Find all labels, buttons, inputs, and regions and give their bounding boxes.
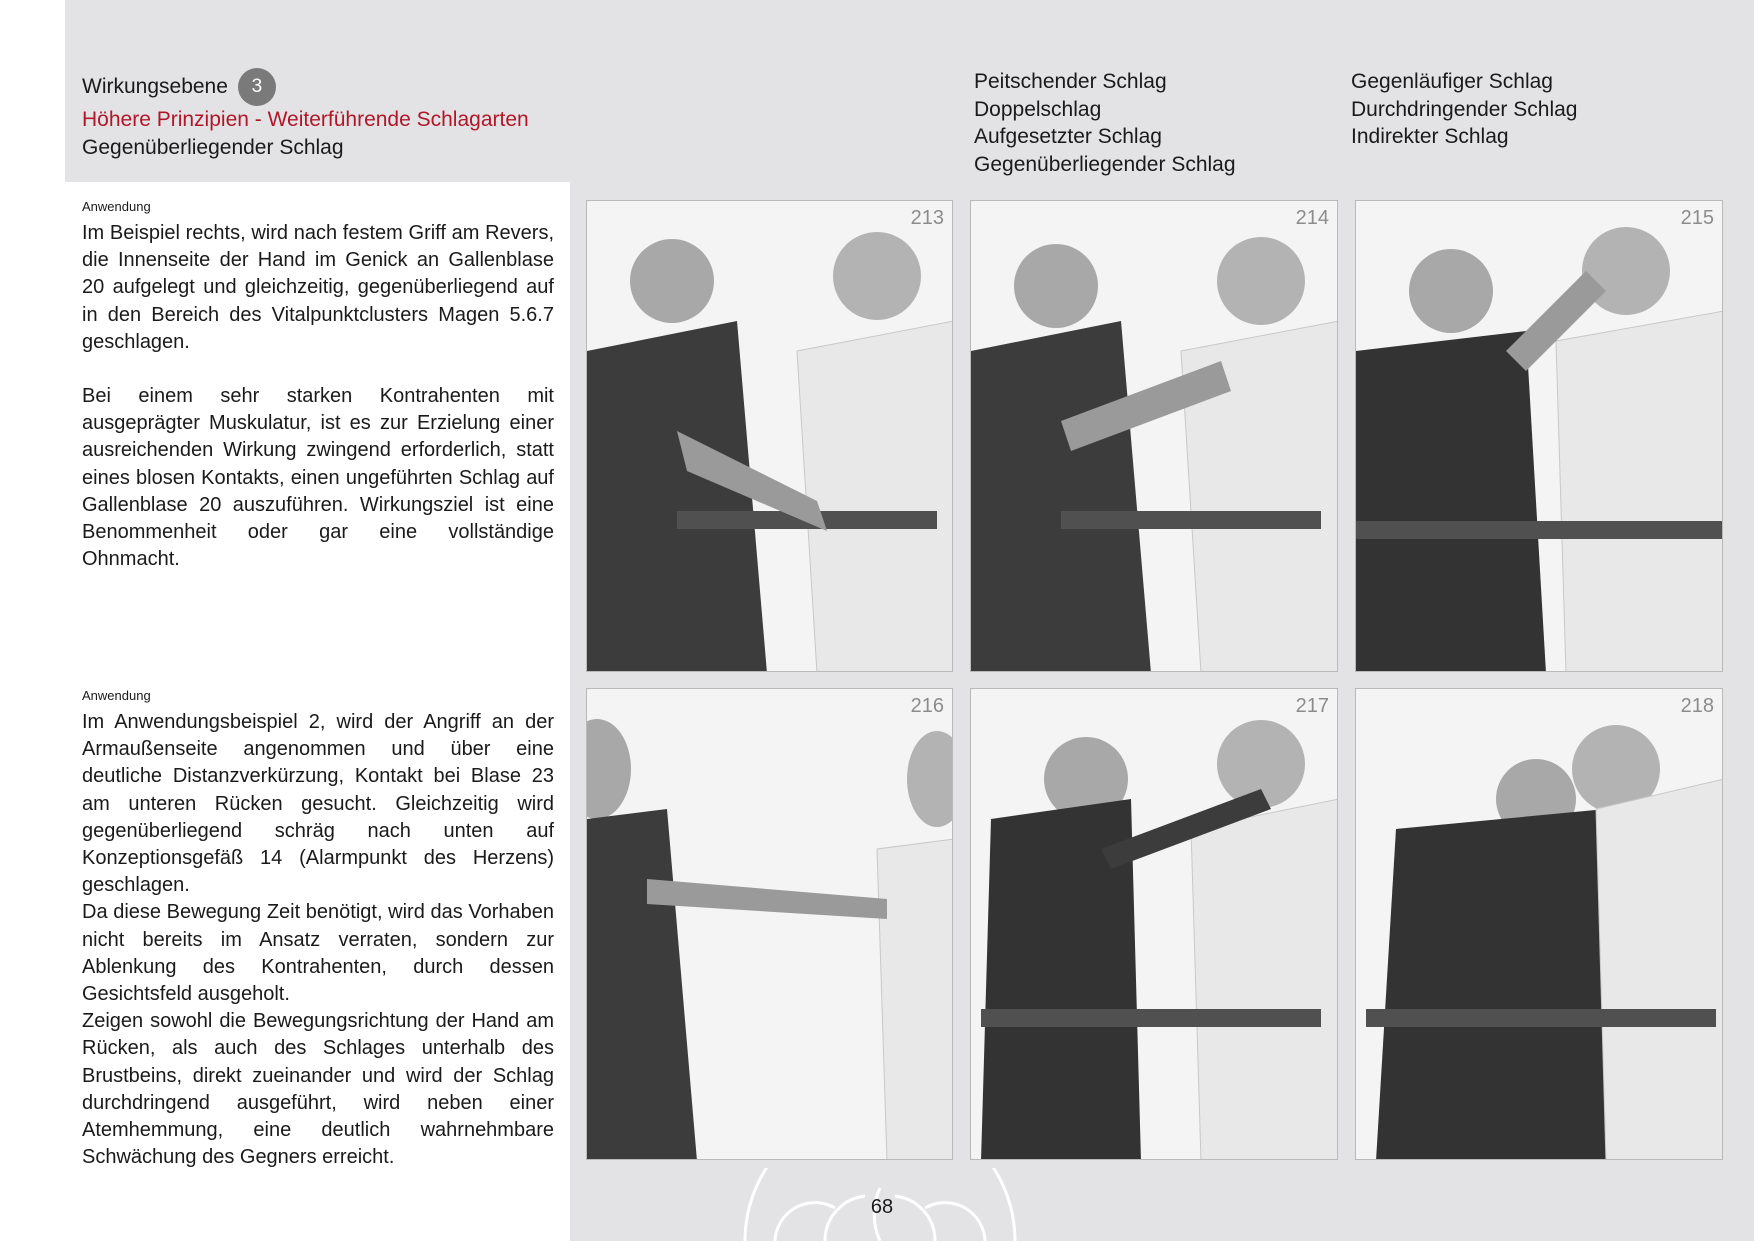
photo-215 [1355,200,1723,672]
strike-type: Gegenüberliegender Schlag [974,152,1236,176]
photo-number: 217 [1295,695,1329,717]
photo-number: 214 [1295,207,1329,229]
photo-illustration [971,689,1338,1160]
paragraph: Da diese Bewegung Zeit benötigt, wird das Vorhaben nicht bereits im Ansatz verraten, sondern zur Ablenkung des Kontrahenten, durch dessen Gesichtsfeld ausgeholt. [82,901,554,1006]
topic-title: Gegenüberliegender Schlag [82,136,344,159]
strike-types-column-2 [1351,68,1577,151]
page-number: 68 [870,1196,894,1218]
strike-type: Gegenläufiger Schlag [1351,70,1553,93]
photo-213 [586,200,953,672]
photo-number: 213 [910,207,944,229]
strike-type: Aufgesetzter Schlag [974,125,1162,148]
strike-type: Durchdringender Schlag [1351,97,1578,121]
photo-illustration [1356,201,1723,672]
photo-illustration [587,689,953,1160]
photo-number: 215 [1680,207,1714,229]
application-2-label: Anwendung [82,688,151,703]
photo-216 [586,688,953,1160]
application-2-text [82,709,554,1171]
photo-218 [1355,688,1723,1160]
paragraph: Im Beispiel rechts, wird nach festem Griff am Revers, die Innenseite der Hand im Genick an Gallenblase 20 aufgelegt und gleichzeitig, gegenüberliegend auf in den Bereich des Vitalpunktclusters Magen 5.6.7 geschlagen. [82,222,554,353]
photo-number: 218 [1680,695,1714,717]
paragraph: Bei einem sehr starken Kontrahenten mit ausgeprägter Muskulatur, ist es zur Erzielung einer ausreichenden Wirkung zwingend erforderlich, statt eines blosen Kontakts, einen ungeführten Schlag auf Gallenblase 20 auszuführen. Wirkungsziel ist eine Benommenheit oder gar eine vollständige Ohnmacht. [82,385,554,571]
photo-illustration [971,201,1338,672]
photo-illustration [587,201,953,672]
section-number-badge: 3 [238,68,276,106]
strike-type: Peitschender Schlag [974,70,1167,93]
strike-type: Indirekter Schlag [1351,125,1509,148]
paragraph: Im Anwendungsbeispiel 2, wird der Angriff an der Armaußenseite angenommen und über eine deutliche Distanzverkürzung, Kontakt bei Blase 23 am unteren Rücken gesucht. Gleichzeitig wird gegenüberliegend schräg nach unten auf Konzeptionsgefäß 14 (Alarmpunkt des Herzens) geschlagen. [82,711,554,897]
chapter-subtitle: Höhere Prinzipien - Weiterführende Schlagarten [82,108,529,131]
strike-types-column-1 [974,68,1236,178]
photo-number: 216 [910,695,944,717]
section-label: Wirkungsebene [82,75,228,98]
photo-illustration [1356,689,1723,1160]
paragraph: Zeigen sowohl die Bewegungsrichtung der Hand am Rücken, als auch des Schlages unterhalb des Brustbeins, direkt zueinander und wird der Schlag durchdringend ausgeführt, wird neben einer Atemhemmung, eine deutlich wahrnehmbare Schwächung des Gegners erreicht. [82,1010,554,1169]
section-heading [82,68,276,106]
application-1-label: Anwendung [82,199,151,214]
photo-217 [970,688,1338,1160]
photo-214 [970,200,1338,672]
strike-type: Doppelschlag [974,97,1102,121]
application-1-text [82,220,554,573]
